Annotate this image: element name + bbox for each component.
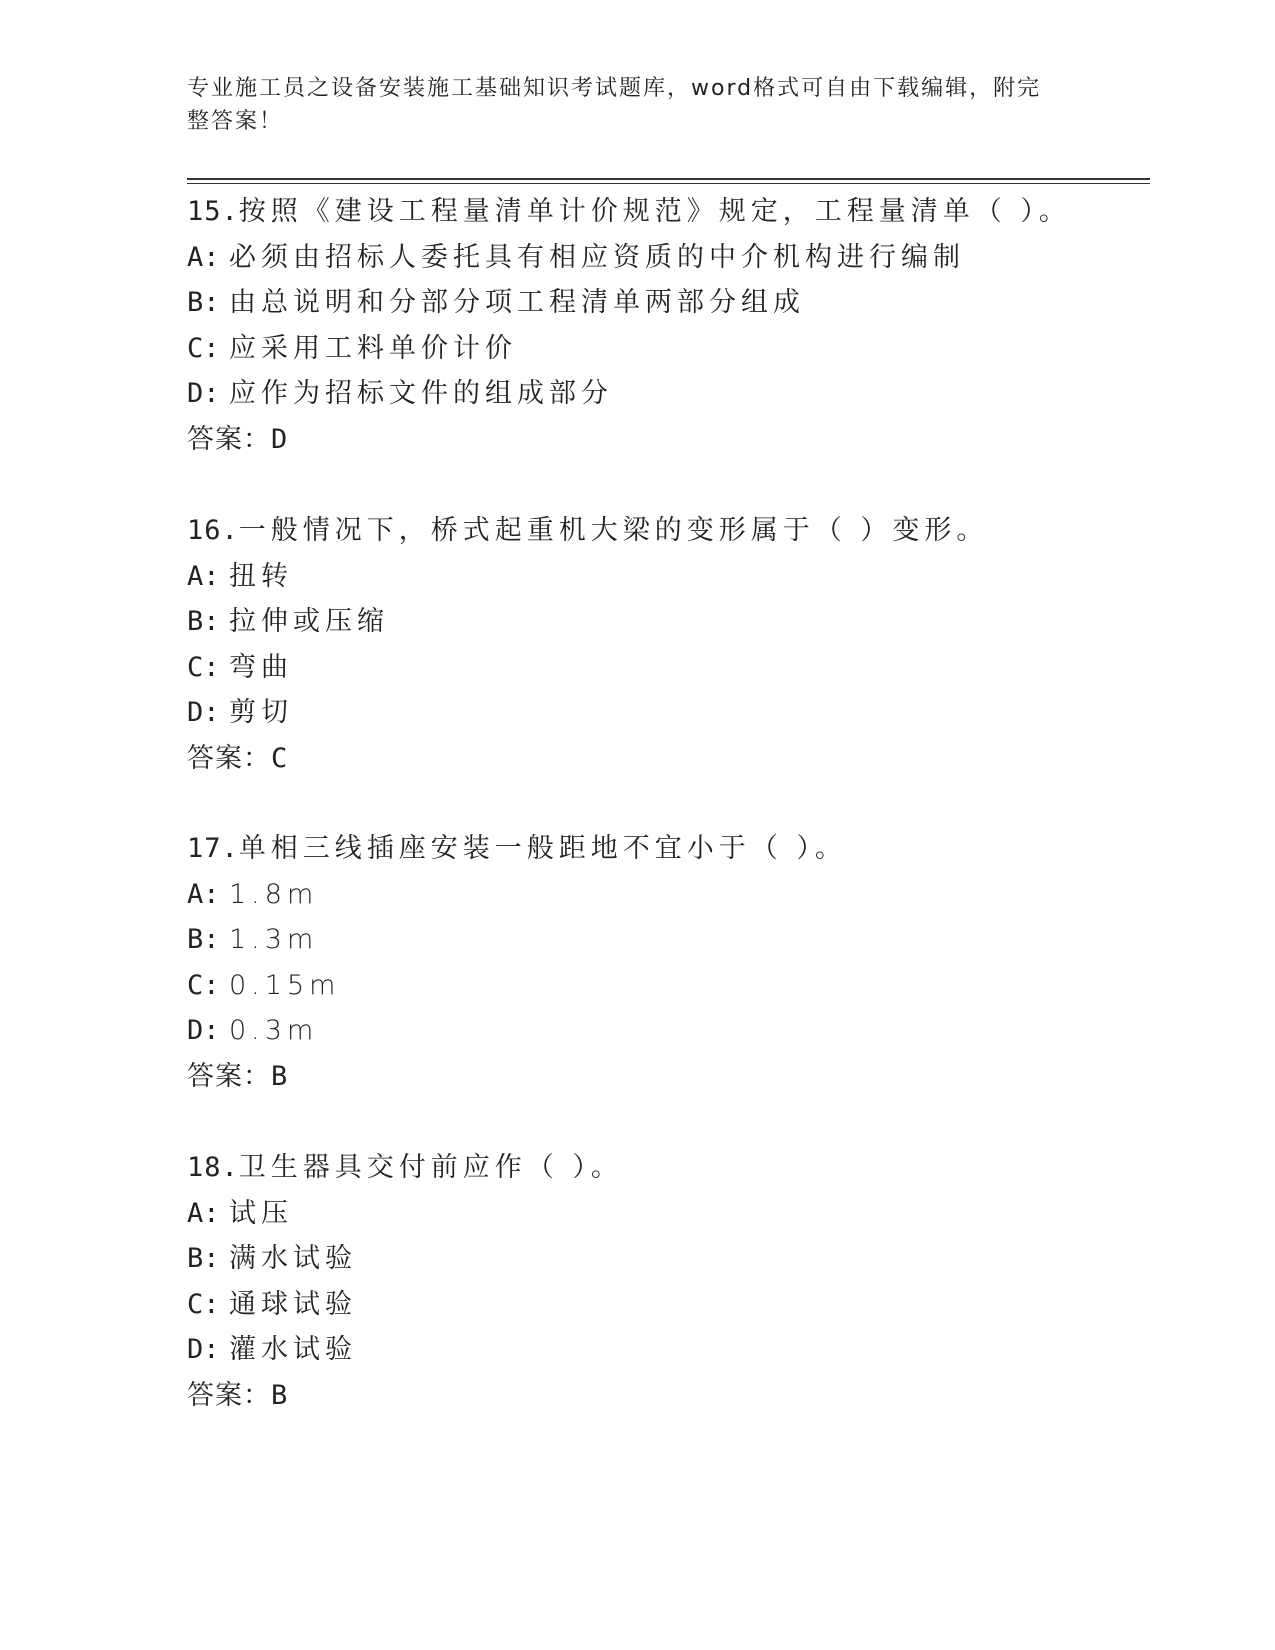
answer-label: 答案： — [187, 742, 271, 774]
header-line-1: 专业施工员之设备安装施工基础知识考试题库，word格式可自由下载编辑，附完 — [187, 76, 1042, 101]
question-text: 一般情况下，桥式起重机大梁的变形属于（ ）变形。 — [238, 515, 989, 546]
option-text: 应作为招标文件的组成部分 — [229, 378, 613, 410]
option-a — [187, 235, 1187, 281]
option-text: 由总说明和分部分项工程清单两部分组成 — [229, 287, 805, 319]
option-b — [187, 1236, 1187, 1282]
question-stem — [187, 826, 1187, 872]
option-a — [187, 872, 1187, 918]
question-stem — [187, 189, 1187, 235]
option-text: 1.3m — [229, 924, 319, 956]
question-17 — [187, 826, 1187, 1100]
question-text: 卫生器具交付前应作（ ）。 — [238, 1152, 623, 1183]
option-d — [187, 371, 1187, 417]
question-number: 18. — [187, 1152, 239, 1183]
option-letter: A: — [187, 560, 220, 592]
header-divider-top — [187, 178, 1150, 180]
option-a — [187, 554, 1187, 600]
option-letter: B: — [187, 606, 220, 638]
option-d — [187, 690, 1187, 736]
option-letter: B: — [187, 924, 220, 956]
option-text: 0.3m — [229, 1015, 319, 1047]
option-a — [187, 1191, 1187, 1237]
answer-value: D — [271, 423, 289, 455]
option-letter: A: — [187, 241, 220, 273]
option-letter: D: — [187, 378, 220, 410]
question-number: 16. — [187, 515, 239, 546]
option-letter: B: — [187, 287, 220, 319]
question-text: 单相三线插座安装一般距地不宜小于（ ）。 — [238, 833, 847, 864]
document-header — [187, 72, 1067, 138]
question-stem — [187, 508, 1187, 554]
option-text: 剪切 — [229, 697, 293, 729]
option-letter: C: — [187, 651, 220, 683]
answer-label: 答案： — [187, 1060, 271, 1092]
answer-line — [187, 417, 1187, 463]
option-text: 试压 — [229, 1197, 293, 1229]
header-divider-bottom — [187, 183, 1150, 184]
question-15 — [187, 189, 1187, 463]
answer-line — [187, 1373, 1187, 1419]
answer-value: B — [271, 1379, 289, 1411]
option-c — [187, 645, 1187, 691]
option-letter: A: — [187, 878, 220, 910]
option-d — [187, 1327, 1187, 1373]
option-d — [187, 1008, 1187, 1054]
question-16 — [187, 508, 1187, 782]
question-18 — [187, 1145, 1187, 1419]
question-number: 15. — [187, 196, 239, 227]
option-letter: C: — [187, 1288, 220, 1320]
option-letter: A: — [187, 1197, 220, 1229]
answer-line — [187, 736, 1187, 782]
option-text: 1.8m — [229, 878, 319, 910]
option-text: 0.15m — [229, 969, 341, 1001]
answer-line — [187, 1054, 1187, 1100]
option-c — [187, 1282, 1187, 1328]
option-letter: C: — [187, 332, 220, 364]
question-text: 按照《建设工程量清单计价规范》规定，工程量清单（ ）。 — [238, 196, 1071, 227]
option-text: 弯曲 — [229, 651, 293, 683]
option-b — [187, 599, 1187, 645]
question-stem — [187, 1145, 1187, 1191]
option-letter: D: — [187, 1015, 220, 1047]
answer-label: 答案： — [187, 423, 271, 455]
answer-value: B — [271, 1060, 289, 1092]
option-text: 灌水试验 — [229, 1334, 357, 1366]
answer-label: 答案： — [187, 1379, 271, 1411]
option-text: 满水试验 — [229, 1243, 357, 1275]
option-c — [187, 963, 1187, 1009]
option-letter: B: — [187, 1243, 220, 1275]
option-text: 应采用工料单价计价 — [229, 332, 517, 364]
option-c — [187, 326, 1187, 372]
header-line-2: 整答案！ — [187, 109, 284, 134]
option-letter: D: — [187, 1334, 220, 1366]
option-text: 扭转 — [229, 560, 293, 592]
option-letter: D: — [187, 697, 220, 729]
option-text: 通球试验 — [229, 1288, 357, 1320]
option-b — [187, 917, 1187, 963]
question-number: 17. — [187, 833, 239, 864]
option-text: 必须由招标人委托具有相应资质的中介机构进行编制 — [229, 241, 965, 273]
answer-value: C — [271, 742, 289, 774]
option-b — [187, 280, 1187, 326]
option-letter: C: — [187, 969, 220, 1001]
option-text: 拉伸或压缩 — [229, 606, 389, 638]
